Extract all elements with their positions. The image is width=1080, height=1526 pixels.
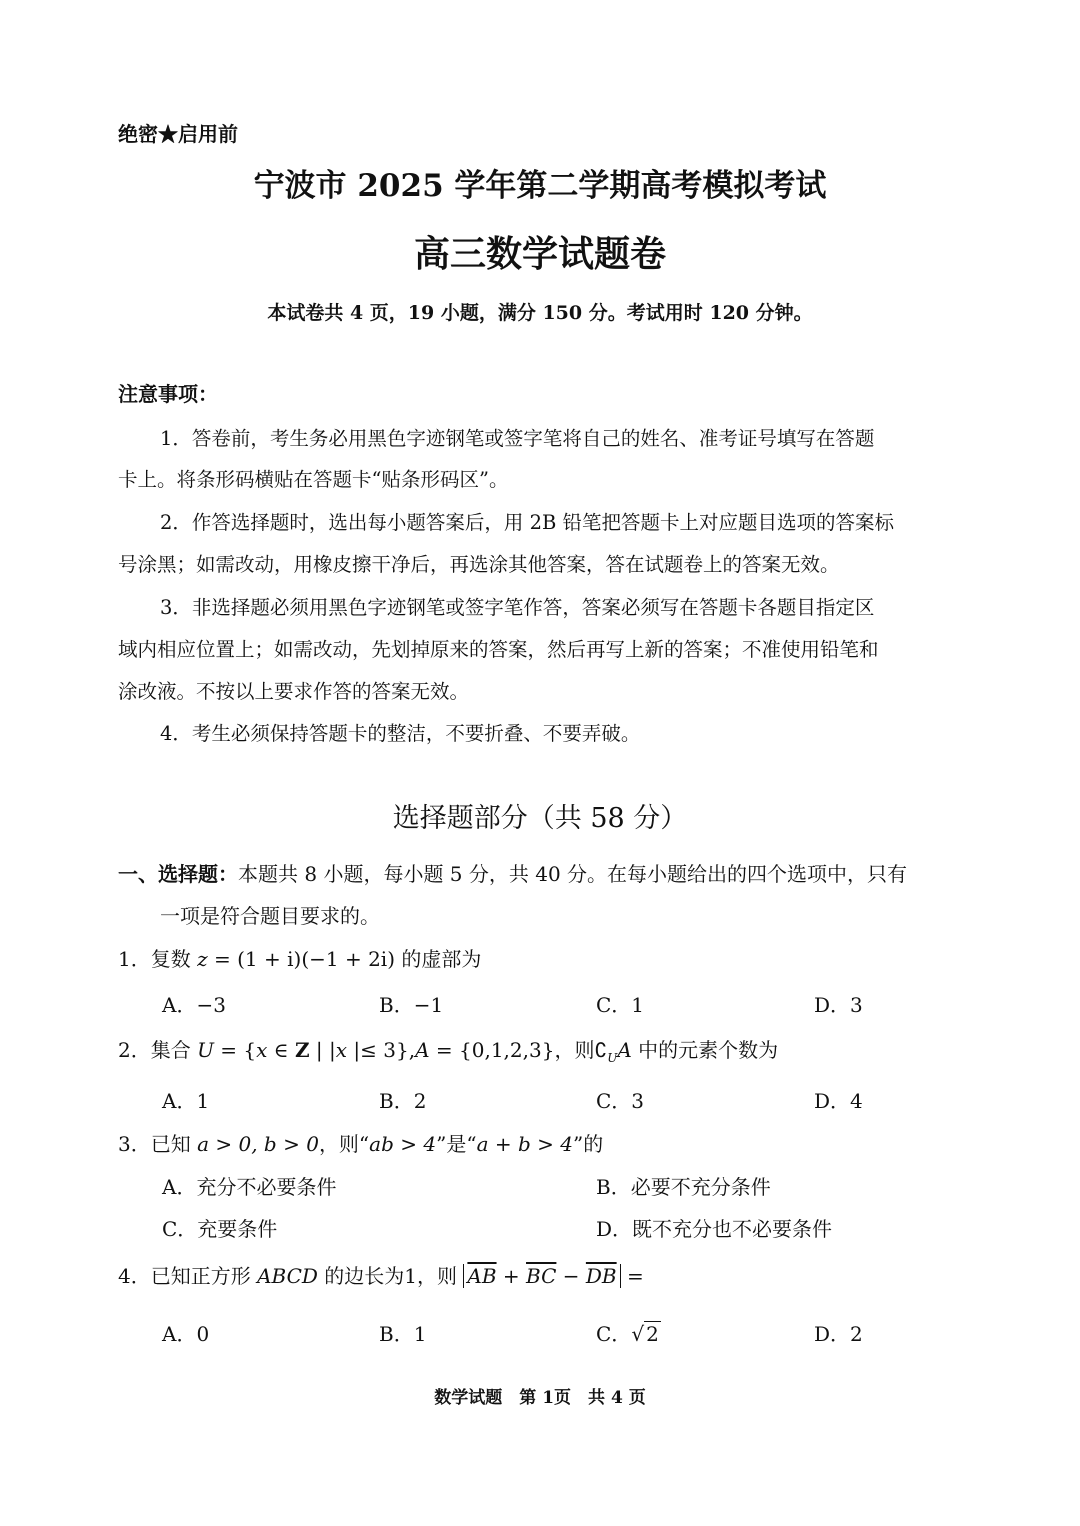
q3-mid2: ”是“ [436, 1132, 477, 1156]
page-footer: 数学试题 第 1页 共 4 页 [434, 1388, 646, 1408]
q2-complement-sub: U [607, 1051, 618, 1065]
q4-plus: + [496, 1264, 527, 1288]
notice-line-6: 域内相应位置上；如需改动，先划掉原来的答案，然后再写上新的答案；不准使用铅笔和 [118, 638, 879, 661]
q4-minus: − [556, 1264, 586, 1288]
q2-set-z: Z [294, 1038, 310, 1062]
q4-num: 4． [118, 1264, 151, 1288]
q4-post: = [620, 1264, 644, 1288]
q3-num: 3． [118, 1132, 151, 1156]
notice-line-1: 1．答卷前，考生务必用黑色字迹钢笔或签字笔将自己的姓名、准考证号填写在答题 [160, 427, 875, 450]
q3-cond: a > 0, b > 0 [197, 1132, 319, 1156]
q4-option-d: D．2 [814, 1322, 863, 1346]
q3-pre: 已知 [150, 1132, 198, 1156]
q1-option-b: B．−1 [379, 993, 444, 1017]
part-desc-1: 本题共 8 小题，每小题 5 分，共 40 分。在每小题给出的四个选项中，只有 [238, 862, 908, 886]
q2-var-a2: A [617, 1038, 632, 1062]
q4-option-c [596, 1318, 661, 1347]
q2-then: ，则 [554, 1038, 595, 1062]
notice-line-5: 3．非选择题必须用黑色字迹钢笔或签字笔作答，答案必须写在答题卡各题目指定区 [160, 596, 875, 619]
question-4 [118, 1260, 644, 1289]
q2-option-a: A．1 [162, 1089, 210, 1113]
q2-option-c: C．3 [596, 1089, 645, 1113]
question-2 [118, 1034, 778, 1065]
q2-le: |≤ 3}, [347, 1038, 416, 1062]
q3-option-d: D．既不充分也不必要条件 [596, 1217, 833, 1241]
q4-option-a: A．0 [162, 1322, 210, 1346]
q2-pre: 集合 [150, 1038, 198, 1062]
sqrt-symbol: √ 2 [631, 1322, 659, 1346]
q3-mid1: ，则“ [318, 1132, 370, 1156]
q3-statement-1: ab > 4 [369, 1132, 437, 1156]
q2-eq1: = { [213, 1038, 257, 1062]
q2-var-u: U [197, 1038, 214, 1062]
q3-option-c: C．充要条件 [162, 1217, 278, 1241]
q3-option-b: B．必要不充分条件 [596, 1175, 771, 1199]
q3-option-a: A．充分不必要条件 [162, 1175, 337, 1199]
q2-var-x1: x [256, 1038, 268, 1062]
q4-vector-abs [463, 1264, 620, 1288]
q1-option-a: A．−3 [162, 993, 226, 1017]
notice-line-2: 卡上。将条形码横贴在答题卡“贴条形码区”。 [118, 468, 509, 491]
q2-mid: | | [309, 1038, 336, 1062]
notice-line-3: 2．作答选择题时，选出每小题答案后，用 2B 铅笔把答题卡上对应题目选项的答案标 [160, 511, 895, 534]
q1-pre: 复数 [150, 947, 198, 971]
q4-option-c-label: C． [596, 1322, 632, 1346]
q4-option-b: B．1 [379, 1322, 427, 1346]
q4-vector-bc: $\overline{BC}$ [526, 1264, 557, 1288]
q2-num: 2． [118, 1038, 151, 1062]
q4-option-c-value: 2 [646, 1322, 659, 1346]
q4-mid: 的边长为1，则 [317, 1264, 464, 1288]
part-desc-2: 一项是符合题目要求的。 [160, 904, 380, 928]
notice-line-4: 号涂黑；如需改动，用橡皮擦干净后，再选涂其他答案，答在试题卷上的答案无效。 [118, 553, 840, 576]
question-1 [118, 943, 481, 972]
section-title: 选择题部分（共 58 分） [392, 803, 688, 834]
q4-vector-ab: $\overline{AB}$ [467, 1264, 497, 1288]
notice-line-8: 4．考生必须保持答题卡的整洁，不要折叠、不要弄破。 [160, 722, 641, 745]
part-instruction [118, 858, 907, 887]
confidential-mark: 绝密★启用前 [118, 122, 238, 146]
q1-expr: = (1 + i)(−1 + 2i) [207, 947, 402, 971]
q1-option-c: C．1 [596, 993, 645, 1017]
q2-option-d: D．4 [814, 1089, 863, 1113]
exam-title: 宁波市 2025 学年第二学期高考模拟考试 [253, 168, 827, 204]
q3-statement-2: a + b > 4 [476, 1132, 573, 1156]
q2-var-x2: x [335, 1038, 348, 1062]
question-3 [118, 1128, 603, 1157]
notice-line-7: 涂改液。不按以上要求作答的答案无效。 [118, 680, 470, 703]
q2-complement: ∁ [594, 1038, 608, 1062]
q3-post: ”的 [572, 1132, 604, 1156]
paper-title: 高三数学试题卷 [413, 233, 666, 275]
q2-option-b: B．2 [379, 1089, 427, 1113]
q2-in: ∈ [267, 1038, 295, 1062]
q4-vector-db: $\overline{DB}$ [585, 1264, 617, 1288]
q1-option-d: D．3 [814, 993, 863, 1017]
q4-square: ABCD [257, 1264, 318, 1288]
q1-var-z: z [197, 947, 208, 971]
q1-num: 1． [118, 947, 151, 971]
notice-heading: 注意事项： [118, 382, 218, 406]
q2-post: 中的元素个数为 [631, 1038, 779, 1062]
q4-pre: 已知正方形 [150, 1264, 258, 1288]
q2-var-a: A [415, 1038, 430, 1062]
q2-eq2: = {0,1,2,3} [429, 1038, 555, 1062]
q1-post: 的虚部为 [401, 947, 482, 971]
part-label: 一、选择题： [118, 862, 238, 886]
exam-info: 本试卷共 4 页，19 小题，满分 150 分。考试用时 120 分钟。 [267, 302, 813, 324]
